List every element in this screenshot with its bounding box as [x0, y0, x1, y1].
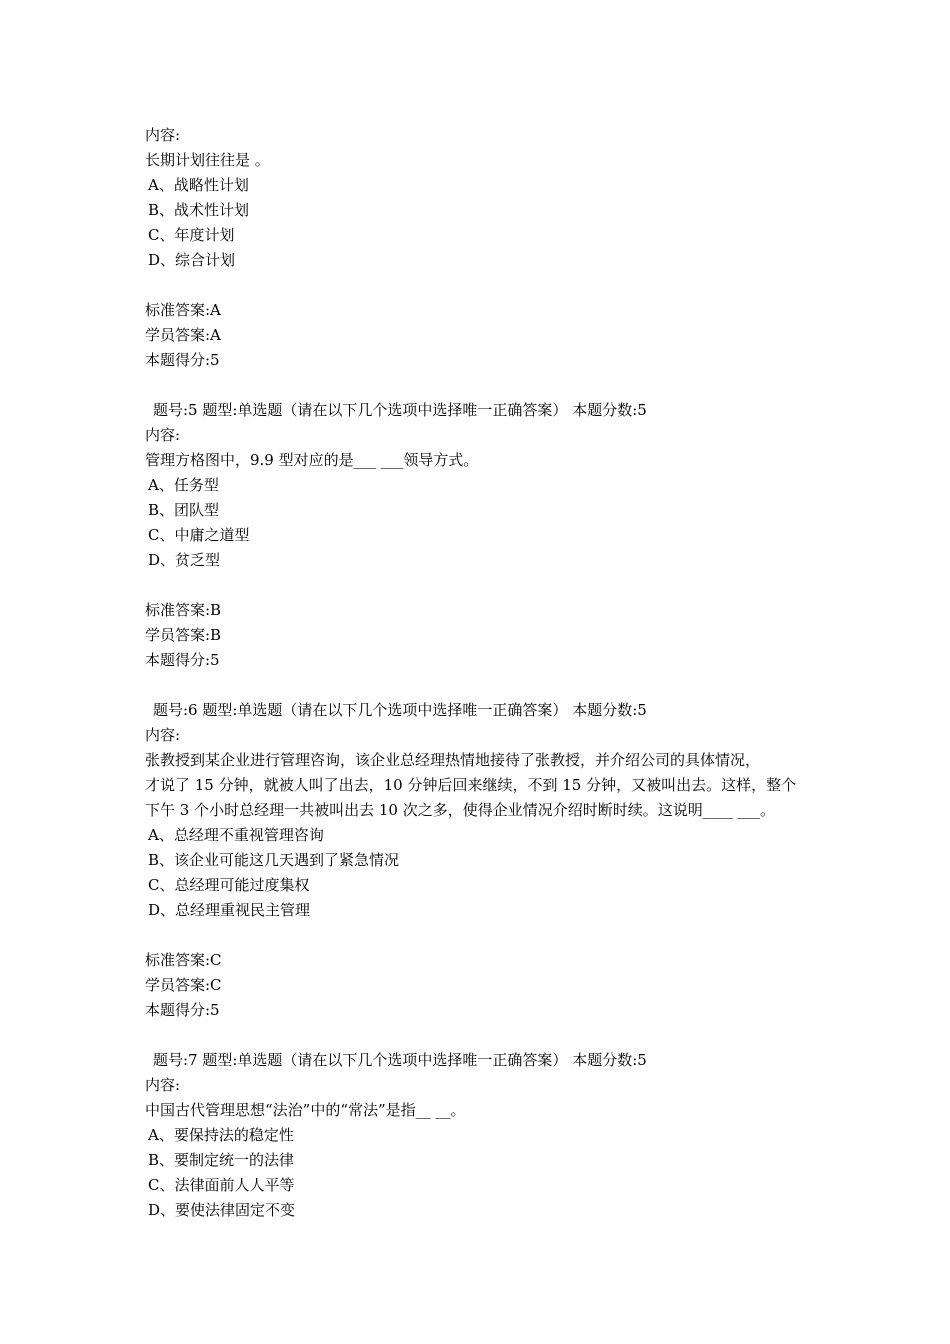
option-a: A、总经理不重视管理咨询 — [148, 826, 324, 844]
option-c: C、年度计划 — [148, 226, 235, 244]
standard-answer: 标准答案:B — [145, 601, 222, 619]
option-b: B、团队型 — [148, 501, 220, 519]
content-label: 内容: — [145, 126, 181, 144]
question-stem-line: 下午 3 个小时总经理一共被叫出去 10 次之多，使得企业情况介绍时断时续。这说明____ ___。 — [145, 801, 775, 819]
standard-answer: 标准答案:A — [145, 301, 221, 319]
question-stem: 管理方格图中，9.9 型对应的是___ ___领导方式。 — [145, 451, 479, 469]
option-d: D、总经理重视民主管理 — [148, 901, 311, 919]
spacer — [145, 273, 835, 298]
question-score: 本题得分:5 — [145, 651, 220, 669]
option-d: D、要使法律固定不变 — [148, 1201, 296, 1219]
content-label: 内容: — [145, 1076, 181, 1094]
option-d: D、贫乏型 — [148, 551, 221, 569]
content-label: 内容: — [145, 426, 181, 444]
question-score: 本题得分:5 — [145, 351, 220, 369]
option-c: C、总经理可能过度集权 — [148, 876, 310, 894]
option-a: A、战略性计划 — [148, 176, 249, 194]
exam-document — [145, 123, 835, 1223]
option-b: B、战术性计划 — [148, 201, 250, 219]
content-label: 内容: — [145, 726, 181, 744]
question-stem: 长期计划往往是 。 — [145, 151, 270, 169]
option-a: A、要保持法的稳定性 — [148, 1126, 294, 1144]
question-header: 题号:7 题型:单选题（请在以下几个选项中选择唯一正确答案） 本题分数:5 — [153, 1051, 647, 1069]
option-a: A、任务型 — [148, 476, 219, 494]
question-header: 题号:6 题型:单选题（请在以下几个选项中选择唯一正确答案） 本题分数:5 — [153, 701, 647, 719]
option-c: C、中庸之道型 — [148, 526, 250, 544]
question-score: 本题得分:5 — [145, 1001, 220, 1019]
option-b: B、要制定统一的法律 — [148, 1151, 295, 1169]
student-answer: 学员答案:A — [145, 326, 221, 344]
spacer — [145, 373, 835, 398]
student-answer: 学员答案:C — [145, 976, 222, 994]
student-answer: 学员答案:B — [145, 626, 222, 644]
option-c: C、法律面前人人平等 — [148, 1176, 295, 1194]
spacer — [145, 573, 835, 598]
question-stem-line: 张教授到某企业进行管理咨询，该企业总经理热情地接待了张教授，并介绍公司的具体情况， — [145, 751, 761, 769]
question-stem-line: 才说了 15 分钟，就被人叫了出去，10 分钟后回来继续，不到 15 分钟，又被叫出去。这样，整个 — [145, 776, 797, 794]
spacer — [145, 923, 835, 948]
standard-answer: 标准答案:C — [145, 951, 222, 969]
option-b: B、该企业可能这几天遇到了紧急情况 — [148, 851, 400, 869]
question-stem: 中国古代管理思想“法治”中的“常法”是指__ __。 — [145, 1101, 466, 1119]
question-header: 题号:5 题型:单选题（请在以下几个选项中选择唯一正确答案） 本题分数:5 — [153, 401, 647, 419]
spacer — [145, 1023, 835, 1048]
option-d: D、综合计划 — [148, 251, 236, 269]
spacer — [145, 673, 835, 698]
